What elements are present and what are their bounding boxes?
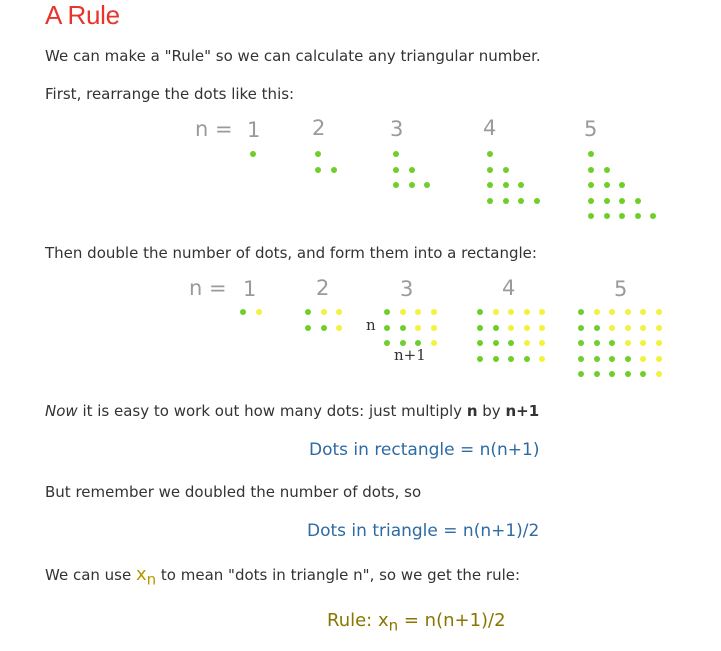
rectangle-5-yellow-dot [625,309,631,315]
triangle-4-dot [487,182,493,188]
triangle-1-dot [250,151,256,157]
rectangle-2-green-dot [305,309,311,315]
rectangle-5-green-dot [609,356,615,362]
rectangle-5-yellow-dot [656,371,662,377]
triangle-3-dot [393,151,399,157]
rectangle-5-green-dot [578,340,584,346]
rectangle-5-yellow-dot [640,325,646,331]
triangle-3-dot [393,182,399,188]
rect-number-5: 5 [614,277,628,301]
rectangle-5-yellow-dot [625,340,631,346]
rectangle-4-green-dot [477,340,483,346]
rectangle-3-yellow-dot [431,309,437,315]
x-symbol: x [135,564,147,585]
rectangle-2-yellow-dot [336,309,342,315]
triangle-4-dot [518,182,524,188]
n-equals-label-2: n = [189,276,227,300]
multiply-paragraph [45,402,539,420]
rectangle-5-green-dot [578,309,584,315]
triangle-5-dot [635,213,641,219]
n-equals-label: n = [195,117,233,141]
rule-prefix: Rule: [327,610,378,631]
rectangle-4-green-dot [477,356,483,362]
rectangle-4-green-dot [493,340,499,346]
rectangle-5-yellow-dot [656,325,662,331]
triangle-5-dot [650,213,656,219]
triangle-4-dot [503,198,509,204]
rectangle-4-yellow-dot [539,325,545,331]
rectangle-formula: Dots in rectangle = n(n+1) [309,440,540,460]
triangle-4-dot [503,182,509,188]
triangle-formula: Dots in triangle = n(n+1)/2 [307,521,540,541]
rectangle-3-green-dot [415,340,421,346]
now-emphasis: Now [45,402,78,420]
triangle-5-dot [619,182,625,188]
rectangle-5-green-dot [625,371,631,377]
triangle-5-dot [588,167,594,173]
by-text: by [477,402,506,420]
triangle-2-dot [315,151,321,157]
rectangle-5-green-dot [594,325,600,331]
rectangle-5-green-dot [625,356,631,362]
triangle-5-dot [604,213,610,219]
n-plus-1-bold: n+1 [505,402,540,420]
rectangle-4-yellow-dot [493,309,499,315]
page-title: A Rule [45,0,120,30]
rectangle-5-green-dot [594,371,600,377]
rectangle-5-yellow-dot [609,325,615,331]
triangle-2-dot [331,167,337,173]
x-n-notation [135,564,157,589]
triangle-5-dot [604,167,610,173]
triangle-4-dot [503,167,509,173]
rectangle-5-yellow-dot [594,309,600,315]
triangle-5-dot [588,198,594,204]
rectangle-5-yellow-dot [640,340,646,346]
rectangle-5-yellow-dot [656,356,662,362]
rule-suffix: = n(n+1)/2 [398,610,506,631]
rectangle-5-yellow-dot [656,309,662,315]
rectangle-5-green-dot [640,371,646,377]
multiply-text: it is easy to work out how many dots: just multiply [77,402,467,420]
rect-number-4: 4 [502,276,516,300]
triangle-5-dot [619,213,625,219]
rectangle-4-yellow-dot [539,356,545,362]
triangle-3-dot [393,167,399,173]
rectangle-4-yellow-dot [508,325,514,331]
rectangle-3-green-dot [384,340,390,346]
rectangle-5-green-dot [578,371,584,377]
rectangle-3-green-dot [384,325,390,331]
rect-side-n1-label: n+1 [394,346,426,364]
rectangle-5-yellow-dot [640,356,646,362]
rectangle-5-green-dot [609,371,615,377]
rectangle-1-yellow-dot [256,309,262,315]
triangle-3-dot [424,182,430,188]
triangle-number-4: 4 [483,116,497,140]
rect-number-3: 3 [400,277,414,301]
triangle-number-1: 1 [247,118,261,142]
rectangle-5-green-dot [578,325,584,331]
rectangle-5-green-dot [578,356,584,362]
rectangle-3-green-dot [400,340,406,346]
rectangle-5-yellow-dot [656,340,662,346]
triangle-5-dot [588,151,594,157]
triangle-4-dot [487,151,493,157]
triangle-5-dot [604,182,610,188]
n-subscript: n [146,570,157,589]
triangle-number-2: 2 [312,116,326,140]
rearrange-paragraph: First, rearrange the dots like this: [45,85,295,103]
rectangle-2-green-dot [321,325,327,331]
rectangle-3-yellow-dot [431,325,437,331]
rectangle-4-green-dot [508,340,514,346]
n-bold: n [466,402,478,420]
rectangle-3-yellow-dot [431,340,437,346]
triangle-4-dot [518,198,524,204]
triangle-number-3: 3 [390,117,404,141]
triangle-4-dot [534,198,540,204]
rectangle-4-yellow-dot [539,309,545,315]
rectangle-2-yellow-dot [336,325,342,331]
triangle-5-dot [604,198,610,204]
rect-number-2: 2 [316,276,330,300]
rectangle-3-yellow-dot [415,325,421,331]
triangle-number-5: 5 [584,117,598,141]
double-paragraph: Then double the number of dots, and form them into a rectangle: [45,244,537,262]
rule-formula [327,610,506,637]
rectangle-2-green-dot [305,325,311,331]
rect-side-n-label: n [366,316,376,334]
rule-n-subscript: n [388,616,399,635]
rectangle-5-yellow-dot [609,309,615,315]
rectangle-1-green-dot [240,309,246,315]
rect-number-1: 1 [243,277,257,301]
rectangle-4-green-dot [477,325,483,331]
triangle-2-dot [315,167,321,173]
rectangle-4-yellow-dot [539,340,545,346]
triangle-3-dot [409,167,415,173]
triangle-4-dot [487,167,493,173]
rectangle-4-green-dot [524,356,530,362]
rectangle-3-green-dot [384,309,390,315]
triangle-3-dot [409,182,415,188]
rectangle-3-yellow-dot [400,309,406,315]
triangle-5-dot [619,198,625,204]
rectangle-3-yellow-dot [415,309,421,315]
triangle-5-dot [588,213,594,219]
notation-paragraph [45,566,520,589]
rectangle-4-green-dot [493,356,499,362]
rectangle-3-green-dot [400,325,406,331]
rectangle-5-yellow-dot [640,309,646,315]
rule-x-symbol: x [377,610,389,631]
rectangle-4-yellow-dot [524,340,530,346]
notation-before: We can use [45,566,136,584]
rectangle-4-yellow-dot [524,309,530,315]
rectangle-5-green-dot [594,340,600,346]
triangle-5-dot [588,182,594,188]
rectangle-4-yellow-dot [524,325,530,331]
notation-after: to mean "dots in triangle n", so we get the rule: [156,566,521,584]
rectangle-5-green-dot [594,356,600,362]
rectangle-2-yellow-dot [321,309,327,315]
intro-paragraph: We can make a "Rule" so we can calculate any triangular number. [45,47,541,65]
rectangle-4-green-dot [508,356,514,362]
rectangle-5-green-dot [609,340,615,346]
triangle-4-dot [487,198,493,204]
rectangle-5-yellow-dot [625,325,631,331]
rectangle-4-yellow-dot [508,309,514,315]
remember-paragraph: But remember we doubled the number of dots, so [45,483,422,501]
rectangle-4-green-dot [477,309,483,315]
rectangle-4-green-dot [493,325,499,331]
triangle-5-dot [635,198,641,204]
